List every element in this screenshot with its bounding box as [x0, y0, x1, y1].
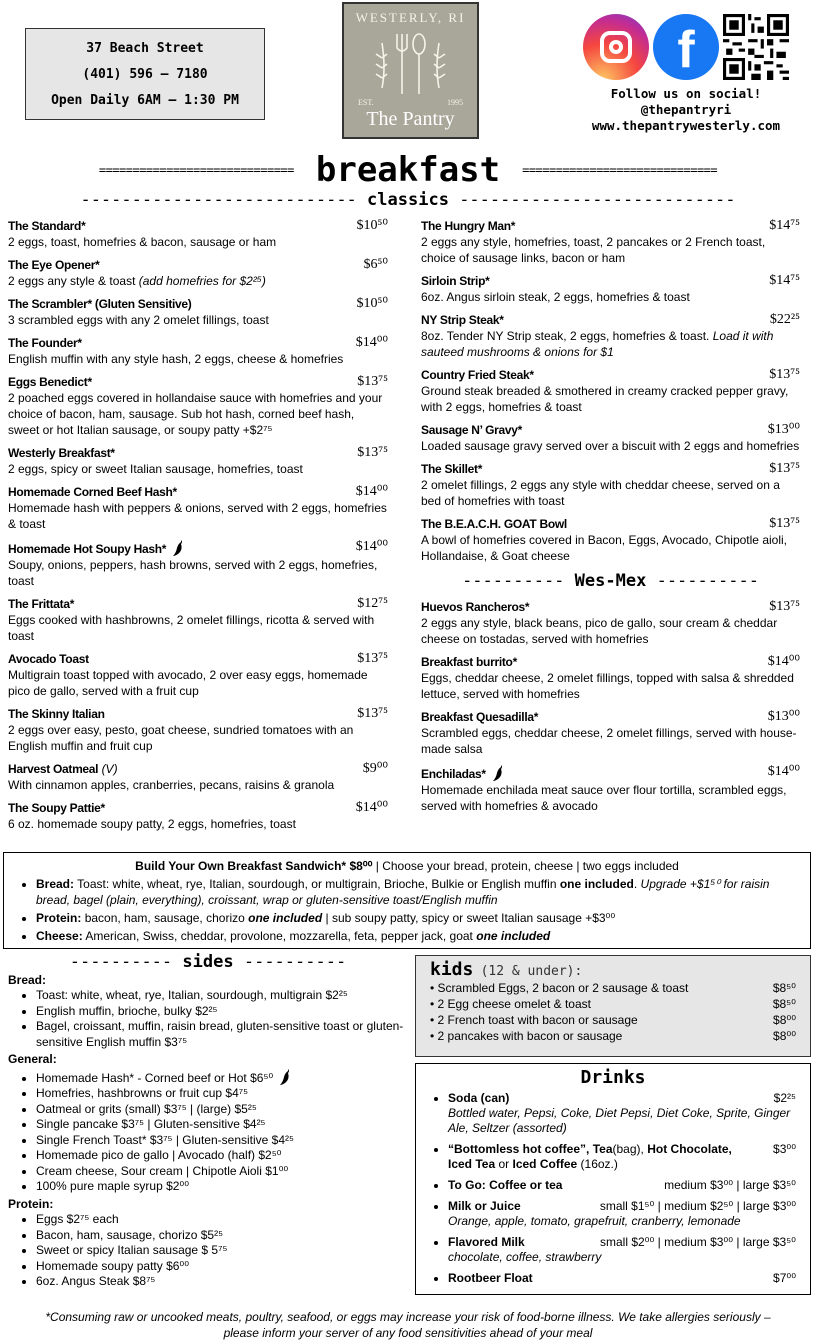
- drink-soda: • Soda (can) $2²⁵ Bottled water, Pepsi, Coke, Diet Pepsi, Diet Coke, Sprite, Ginger Ale, Seltzer (assorted): [448, 1091, 796, 1136]
- classics-heading: --------------------------- classics ---------------------------: [80, 190, 736, 210]
- item-name: The B.E.A.C.H. GOAT Bowl: [421, 517, 567, 531]
- menu-item: [421, 367, 800, 415]
- drink-rootbeer-float: • Rootbeer Float $7⁰⁰: [448, 1271, 796, 1286]
- item-name: The Scrambler* (Gluten Sensitive): [8, 297, 192, 311]
- item-description: Homemade enchilada meat sauce over flour tortilla, scrambled eggs, served with homefries & avocado: [421, 783, 787, 813]
- logo-name: The Pantry: [366, 108, 455, 130]
- item-name: Enchiladas*: [421, 767, 486, 781]
- item-name: Country Fried Steak*: [421, 368, 534, 382]
- item-description: Ground steak breaded & smothered in creamy cracked pepper gravy, with 2 eggs, homefries & toast: [421, 384, 789, 414]
- menu-title: breakfast: [315, 150, 501, 190]
- side-item: • Bagel, croissant, muffin, raisin bread, gluten-sensitive toast or gluten-sensitive English muffin $3⁷⁵: [36, 1019, 408, 1050]
- item-price: $9⁰⁰: [362, 761, 388, 776]
- item-price: $14⁰⁰: [355, 539, 388, 554]
- fork-spoon-wheat-icon: [372, 28, 449, 98]
- item-name: Avocado Toast: [8, 652, 89, 666]
- byo-note: | Choose your bread, protein, cheese | two eggs included: [375, 859, 679, 873]
- side-item: • 100% pure maple syrup $2⁰⁰: [36, 1179, 408, 1195]
- byo-bread: • Bread: Toast: white, wheat, rye, Italian, sourdough, or multigrain, Brioche, Bulkie or English muffin one included. Upgrade +$1⁵⁰ for raisin bread, bagel (plain, everything), croissant, wrap or gluten-sensitive toast/English muffin: [36, 876, 798, 908]
- title-rule-left: =============================: [98, 163, 294, 177]
- byo-cheese: • Cheese: American, Swiss, cheddar, provolone, mozzarella, feta, pepper jack, goat one included: [36, 928, 798, 944]
- item-price: $10⁵⁰: [356, 218, 388, 233]
- item-description: 6oz. Angus sirloin steak, 2 eggs, homefries & toast: [421, 290, 690, 304]
- side-item: • Bacon, ham, sausage, chorizo $5²⁵: [36, 1228, 408, 1244]
- menu-item: [421, 654, 800, 702]
- item-description: 2 poached eggs covered in hollandaise sauce with homefries and your choice of bacon, ham, sausage. Sub hot hash, corned beef hash, sweet or hot Italian sausage, or soupy patty +$2⁷⁵: [8, 391, 383, 437]
- kids-item: • 2 French toast with bacon or sausage $8⁰⁰: [430, 1013, 796, 1027]
- item-description: 8oz. Tender NY Strip steak, 2 eggs, homefries & toast.: [421, 329, 710, 343]
- item-description: 2 omelet fillings, 2 eggs any style with cheddar cheese, served on a bed of homefries with toast: [421, 478, 780, 508]
- menu-item: [8, 445, 388, 477]
- menu-item: [8, 218, 388, 250]
- kids-item: • 2 Egg cheese omelet & toast $8⁵⁰: [430, 997, 796, 1011]
- side-item: • Cream cheese, Sour cream | Chipotle Aioli $1⁰⁰: [36, 1164, 408, 1180]
- item-name: The Standard*: [8, 219, 86, 233]
- item-description: Eggs cooked with hashbrowns, 2 omelet fillings, ricotta & served with toast: [8, 613, 375, 643]
- item-price: $13⁷⁵: [769, 599, 800, 614]
- side-item: • Homefries, hashbrowns or fruit cup $4⁷⁵: [36, 1086, 408, 1102]
- byo-price: $8⁰⁰: [349, 859, 373, 873]
- item-name-note: (V): [101, 762, 118, 776]
- menu-title-row: [0, 150, 816, 190]
- byo-title: Build Your Own Breakfast Sandwich*: [135, 859, 347, 873]
- side-item: • Homemade pico de gallo | Avocado (half) $2⁵⁰: [36, 1148, 408, 1164]
- side-item: • Homemade Hash* - Corned beef or Hot $6⁵⁰: [36, 1068, 408, 1087]
- item-name: The Hungry Man*: [421, 219, 516, 233]
- item-price: $14⁷⁵: [769, 273, 800, 288]
- item-price: $13⁷⁵: [357, 651, 388, 666]
- menu-item: [8, 335, 388, 367]
- item-name: Sausage N’ Gravy*: [421, 423, 522, 437]
- social-block: [576, 14, 796, 134]
- item-name: Westerly Breakfast*: [8, 446, 115, 460]
- item-description: Soupy, onions, peppers, hash browns, served with 2 eggs, homefries, toast: [8, 558, 378, 588]
- item-name: Eggs Benedict*: [8, 375, 92, 389]
- item-description: Loaded sausage gravy served over a biscuit with 2 eggs and homefries: [421, 439, 800, 453]
- instagram-icon[interactable]: [583, 14, 649, 80]
- item-price: $22²⁵: [769, 312, 800, 327]
- drink-milk-juice: • Milk or Juice small $1⁵⁰ | medium $2⁵⁰ | large $3⁰⁰ Orange, apple, tomato, grapefruit, cranberry, lemonade: [448, 1199, 796, 1229]
- drinks-box: [415, 1063, 811, 1295]
- menu-item: [8, 596, 388, 644]
- side-item: • Single pancake $3⁷⁵ | Gluten-sensitive $4²⁵: [36, 1117, 408, 1133]
- contact-info-box: [25, 28, 265, 120]
- item-price: $13⁰⁰: [767, 709, 800, 724]
- side-item: • Homemade soupy patty $6⁰⁰: [36, 1259, 408, 1275]
- item-name: Homemade Hot Soupy Hash*: [8, 542, 167, 556]
- item-description: Homemade hash with peppers & onions, served with 2 eggs, homefries & toast: [8, 501, 387, 531]
- item-name: Huevos Rancheros*: [421, 600, 530, 614]
- item-description: 2 eggs any style & toast: [8, 274, 136, 288]
- item-price: $10⁵⁰: [356, 296, 388, 311]
- social-handle[interactable]: @thepantryri: [640, 102, 732, 117]
- pantry-logo: [342, 2, 479, 139]
- sides-general-label: General:: [8, 1052, 57, 1066]
- menu-item: [421, 461, 800, 509]
- item-name: The Eye Opener*: [8, 258, 100, 272]
- sides-bread-label: Bread:: [8, 972, 47, 987]
- side-item: • Sweet or spicy Italian sausage $ 5⁷⁵: [36, 1243, 408, 1259]
- menu-item: [8, 257, 388, 289]
- menu-item: [421, 764, 800, 814]
- build-your-own-sandwich-box: [3, 852, 811, 949]
- phone-number: (401) 596 – 7180: [82, 66, 208, 82]
- classics-label: classics: [367, 190, 449, 210]
- menu-item: [8, 706, 388, 754]
- item-price: $13⁰⁰: [767, 422, 800, 437]
- item-price: $14⁰⁰: [355, 335, 388, 350]
- menu-item: [8, 800, 388, 832]
- menu-item: [8, 374, 388, 438]
- sides-label: sides: [182, 952, 234, 972]
- item-description: English muffin with any style hash, 2 eggs, cheese & homefries: [8, 352, 344, 366]
- item-description: Eggs, cheddar cheese, 2 omelet fillings, topped with salsa & shredded lettuce, served with homefries: [421, 671, 794, 701]
- drinks-heading: Drinks: [580, 1067, 646, 1088]
- item-name: Breakfast Quesadilla*: [421, 710, 539, 724]
- qr-code-icon[interactable]: [723, 14, 789, 80]
- opening-hours: Open Daily 6AM – 1:30 PM: [51, 92, 239, 108]
- side-item: • Toast: white, wheat, rye, Italian, sourdough, multigrain $2²⁵: [36, 988, 408, 1004]
- logo-location: WESTERLY, RI: [355, 10, 466, 25]
- menu-item: [421, 312, 800, 360]
- item-description: Scrambled eggs, cheddar cheese, 2 omelet fillings, served with house-made salsa: [421, 726, 797, 756]
- item-description: A bowl of homefries covered in Bacon, Eggs, Avocado, Chipotle aioli, Hollandaise, & Goat cheese: [421, 533, 787, 563]
- chili-pepper-icon: [172, 539, 184, 557]
- kids-heading: kids (12 & under):: [430, 959, 583, 980]
- item-price: $13⁷⁵: [357, 374, 388, 389]
- item-price: $13⁷⁵: [769, 516, 800, 531]
- address: 37 Beach Street: [86, 40, 204, 56]
- item-name: The Frittata*: [8, 597, 75, 611]
- drink-coffee: • “Bottomless hot coffee”, Tea(bag), Hot Chocolate, Iced Tea or Iced Coffee (16oz.) $3⁰⁰: [448, 1142, 796, 1172]
- menu-item: [421, 709, 800, 757]
- item-description: 2 eggs any style, black beans, pico de gallo, sour cream & cheddar cheese on tostadas, served with homefries: [421, 616, 778, 646]
- wesmex-label: Wes-Mex: [574, 571, 647, 591]
- follow-text: Follow us on social!: [610, 86, 762, 101]
- menu-item: [8, 539, 388, 589]
- item-price: $13⁷⁵: [357, 445, 388, 460]
- item-description: With cinnamon apples, cranberries, pecans, raisins & granola: [8, 778, 335, 792]
- item-name: Homemade Corned Beef Hash*: [8, 485, 177, 499]
- wesmex-heading: ---------- Wes-Mex ----------: [462, 571, 759, 591]
- item-name: The Skillet*: [421, 462, 483, 476]
- item-price: $14⁰⁰: [767, 764, 800, 779]
- kids-item: • 2 pancakes with bacon or sausage $8⁰⁰: [430, 1029, 796, 1043]
- chili-pepper-icon: [492, 764, 504, 782]
- drink-flavored-milk: • Flavored Milk small $2⁰⁰ | medium $3⁰⁰ | large $3⁵⁰ chocolate, coffee, strawberry: [448, 1235, 796, 1265]
- menu-item: [8, 651, 388, 699]
- side-item: • English muffin, brioche, bulky $2²⁵: [36, 1004, 408, 1020]
- item-name: The Founder*: [8, 336, 82, 350]
- item-name: Sirloin Strip*: [421, 274, 490, 288]
- website-link[interactable]: www.thepantrywesterly.com: [591, 118, 781, 133]
- menu-item: [421, 273, 800, 305]
- logo-established: EST. 1995: [358, 98, 463, 107]
- menu-item: [8, 484, 388, 532]
- item-description: 2 eggs any style, homefries, toast, 2 pancakes or 2 French toast, choice of sausage links, bacon or ham: [421, 235, 766, 265]
- item-description-note: Load it with sauteed mushrooms & onions for $1: [421, 329, 774, 359]
- item-name: Breakfast burrito*: [421, 655, 517, 669]
- item-description: 2 eggs, toast, homefries & bacon, sausage or ham: [8, 235, 277, 249]
- sides-protein-label: Protein:: [8, 1196, 54, 1211]
- side-item: • Eggs $2⁷⁵ each: [36, 1212, 408, 1228]
- item-price: $14⁷⁵: [769, 218, 800, 233]
- drink-to-go: • To Go: Coffee or tea medium $3⁰⁰ | large $3⁵⁰: [448, 1178, 796, 1193]
- item-price: $13⁷⁵: [769, 367, 800, 382]
- menu-item: [421, 218, 800, 266]
- title-rule-right: =============================: [522, 163, 718, 177]
- menu-item: [421, 599, 800, 647]
- menu-item: [8, 761, 388, 793]
- menu-item: [8, 296, 388, 328]
- sides-heading: ---------- sides ----------: [69, 952, 347, 972]
- byo-protein: • Protein: bacon, ham, sausage, chorizo one included | sub soupy patty, spicy or sweet Italian sausage +$3⁰⁰: [36, 910, 798, 926]
- classics-right-column: [421, 218, 800, 821]
- side-item: • Oatmeal or grits (small) $3⁷⁵ | (large) $5²⁵: [36, 1102, 408, 1118]
- kids-item: • Scrambled Eggs, 2 bacon or 2 sausage & toast $8⁵⁰: [430, 981, 796, 995]
- side-item: • Single French Toast* $3⁷⁵ | Gluten-sensitive $4²⁵: [36, 1133, 408, 1149]
- item-description: 6 oz. homemade soupy patty, 2 eggs, homefries, toast: [8, 817, 296, 831]
- sides-section: [8, 952, 408, 1290]
- item-name: Harvest Oatmeal: [8, 762, 99, 776]
- side-item: • 6oz. Angus Steak $8⁷⁵: [36, 1274, 408, 1290]
- item-name: The Skinny Italian: [8, 707, 105, 721]
- item-description-note: (add homefries for $2²⁵): [138, 274, 266, 288]
- item-description: 2 eggs, spicy or sweet Italian sausage, homefries, toast: [8, 462, 303, 476]
- item-description: 3 scrambled eggs with any 2 omelet fillings, toast: [8, 313, 269, 327]
- item-name: The Soupy Pattie*: [8, 801, 105, 815]
- item-name: NY Strip Steak*: [421, 313, 504, 327]
- item-description: 2 eggs over easy, pesto, goat cheese, sundried tomatoes with an English muffin and fruit cup: [8, 723, 354, 753]
- item-description: Multigrain toast topped with avocado, 2 over easy eggs, homemade pico de gallo, served with a fruit cup: [8, 668, 368, 698]
- item-price: $14⁰⁰: [355, 800, 388, 815]
- kids-menu-box: [415, 955, 811, 1057]
- item-price: $6⁵⁰: [363, 257, 388, 272]
- item-price: $14⁰⁰: [767, 654, 800, 669]
- item-price: $14⁰⁰: [355, 484, 388, 499]
- allergy-disclaimer: *Consuming raw or uncooked meats, poultry, seafood, or eggs may increase your risk of food-borne illness. We take allergies seriously – please inform your server of any food sensitivities ahead of your meal: [45, 1310, 771, 1340]
- classics-left-column: [8, 218, 388, 839]
- item-price: $13⁷⁵: [769, 461, 800, 476]
- menu-item: [421, 516, 800, 564]
- chili-pepper-icon: [279, 1068, 291, 1086]
- item-price: $12⁷⁵: [357, 596, 388, 611]
- facebook-icon[interactable]: f: [653, 14, 719, 80]
- menu-item: [421, 422, 800, 454]
- item-price: $13⁷⁵: [357, 706, 388, 721]
